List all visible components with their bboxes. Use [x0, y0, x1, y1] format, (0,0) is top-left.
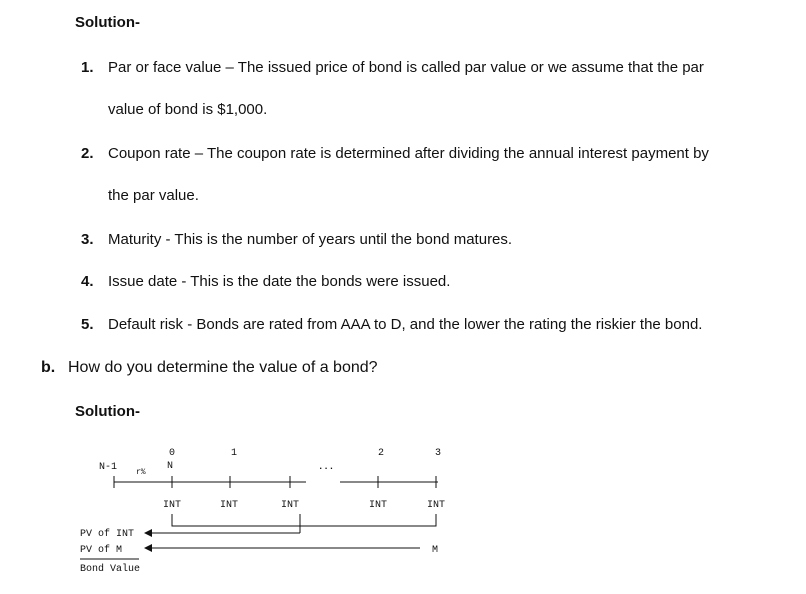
bond-value-label: Bond Value	[80, 564, 141, 575]
n-minus-1-label: N-1	[99, 462, 118, 473]
list-item-text: Maturity - This is the number of years until the bond matures.	[108, 231, 513, 248]
question-text: How do you determine the value of a bond?	[68, 359, 378, 376]
list-item-text-continued: value of bond is $1,000.	[108, 101, 268, 118]
list-item-text: Coupon rate – The coupon rate is determined after dividing the annual interest payment by	[108, 145, 709, 162]
int-label: INT	[369, 500, 388, 511]
list-item-text: Par or face value – The issued price of bond is called par value or we assume that the par	[108, 59, 704, 76]
ellipsis: ...	[318, 462, 335, 472]
solution-heading-2: Solution-	[75, 403, 140, 420]
n-label: N	[167, 461, 174, 472]
question-label: b.	[41, 359, 56, 376]
list-item-number: 5.	[81, 316, 94, 333]
pv-int-label: PV of INT	[80, 529, 135, 540]
list-item-number: 2.	[81, 145, 94, 162]
solution-heading: Solution-	[75, 14, 140, 31]
period-label-1: 1	[231, 448, 238, 459]
list-item-text: Issue date - This is the date the bonds were issued.	[108, 273, 451, 290]
list-item-number: 3.	[81, 231, 94, 248]
list-item-number: 1.	[81, 59, 94, 76]
list-item-text: Default risk - Bonds are rated from AAA to D, and the lower the rating the riskier the bond.	[108, 316, 703, 333]
int-label: INT	[281, 500, 300, 511]
m-label: M	[432, 545, 439, 556]
timeline-axis	[114, 476, 438, 488]
period-label-0: 0	[169, 448, 176, 459]
list-item-text-continued: the par value.	[108, 187, 199, 204]
list-item-number: 4.	[81, 273, 94, 290]
period-label-3: 3	[435, 448, 442, 459]
pv-m-label: PV of M	[80, 545, 123, 556]
int-label: INT	[220, 500, 239, 511]
rate-label: r%	[136, 468, 146, 477]
int-label: INT	[427, 500, 446, 511]
period-label-2: 2	[378, 448, 385, 459]
int-label: INT	[163, 500, 182, 511]
int-bracket	[172, 514, 436, 533]
